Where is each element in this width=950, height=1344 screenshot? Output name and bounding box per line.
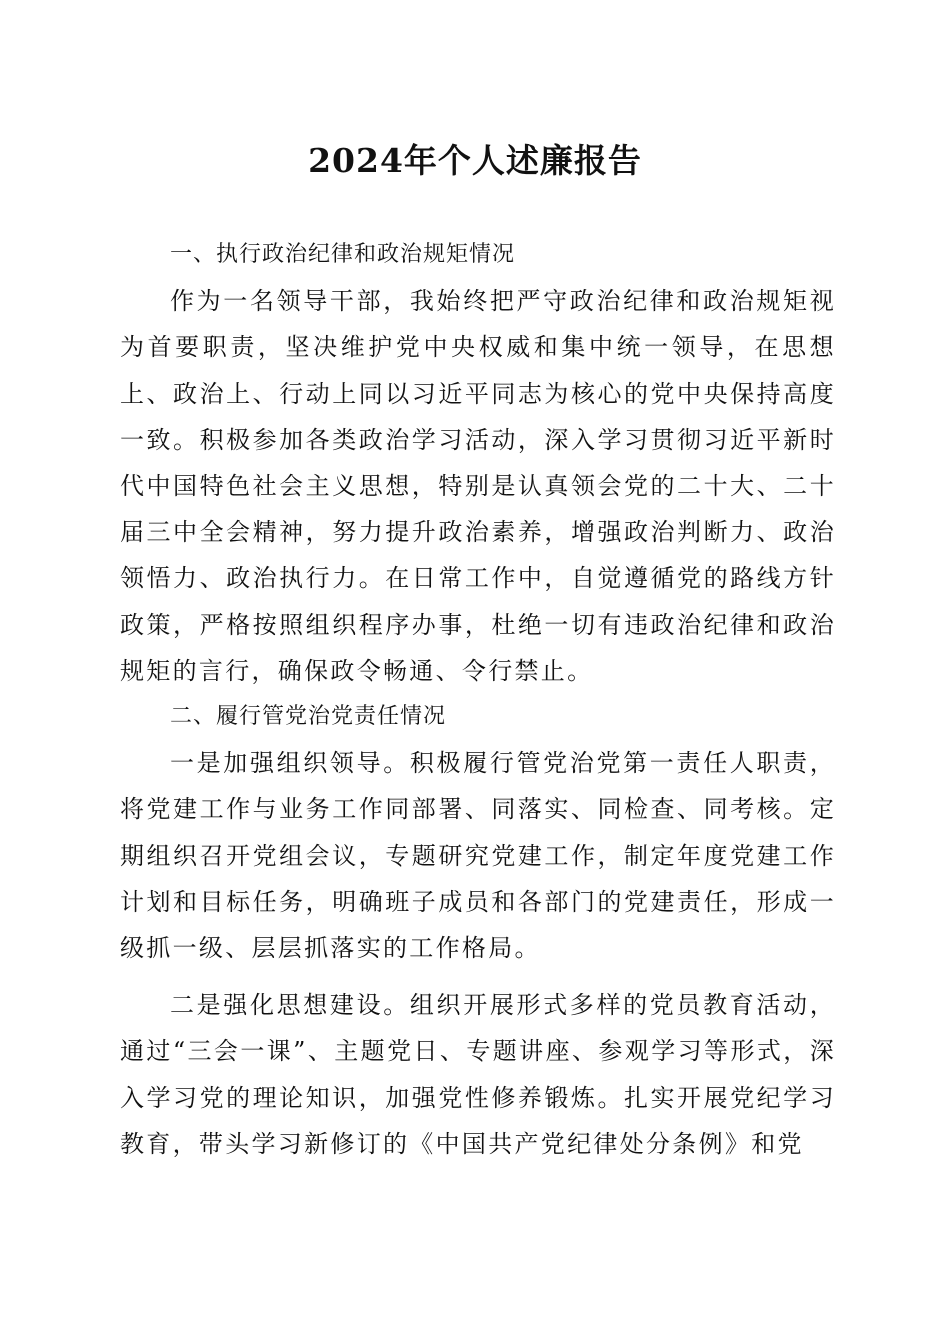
page-title: 2024年个人述廉报告 (308, 141, 642, 180)
body-paragraph: 一是加强组织领导。积极履行管党治党第一责任人职责，将党建工作与业务工作同部署、同落实、同检查、同考核。定期组织召开党组会议，专题研究党建工作，制定年度党建工作计划和目标任务，明确班子成员和各部门的党建责任，形成一级抓一级、层层抓落实的工作格局。 (120, 749, 836, 963)
document-body (120, 232, 836, 1167)
body-paragraph: 二是强化思想建设。组织开展形式多样的党员教育活动，通过“三会一课”、主题党日、专题讲座、参观学习等形式，深入学习党的理论知识，加强党性修养锻炼。扎实开展党纪学习教育，带头学习新修订的《中国共产党纪律处分条例》和党 (120, 991, 836, 1158)
section-heading: 二、履行管党治党责任情况 (170, 704, 447, 730)
body-paragraph: 作为一名领导干部，我始终把严守政治纪律和政治规矩视为首要职责，坚决维护党中央权威和集中统一领导，在思想上、政治上、行动上同以习近平同志为核心的党中央保持高度一致。积极参加各类政治学习活动，深入学习贯彻习近平新时代中国特色社会主义思想，特别是认真领会党的二十大、二十届三中全会精神，努力提升政治素养，增强政治判断力、政治领悟力、政治执行力。在日常工作中，自觉遵循党的路线方针政策，严格按照组织程序办事，杜绝一切有违政治纪律和政治规矩的言行，确保政令畅通、令行禁止。 (120, 287, 836, 685)
section-heading: 一、执行政治纪律和政治规矩情况 (170, 242, 516, 267)
